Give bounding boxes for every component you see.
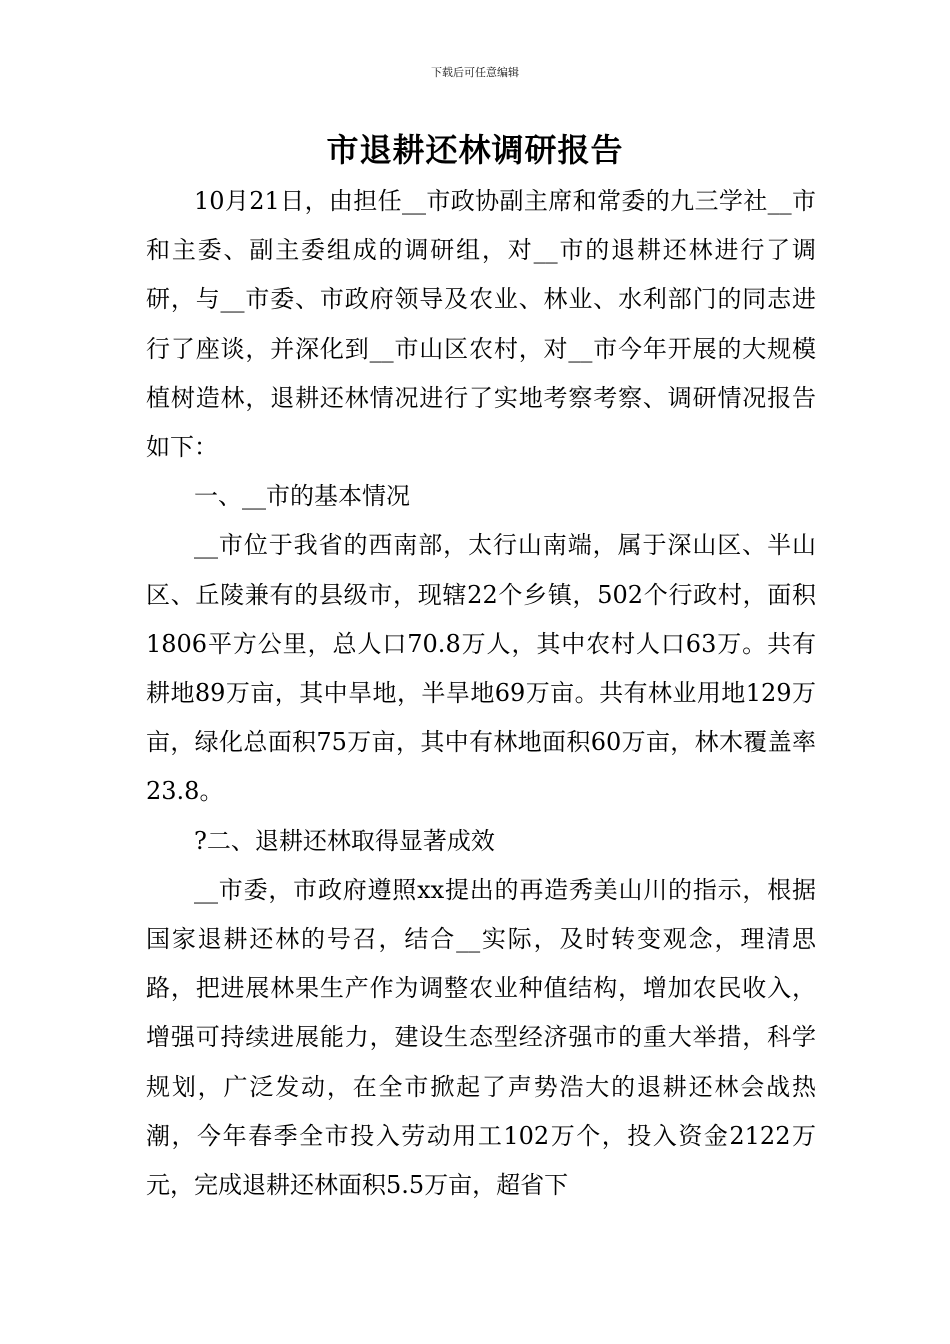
section-heading-achievements: ?二、退耕还林取得显著成效: [194, 826, 495, 855]
paragraph-basic-info: __市位于我省的西南部，太行山南端，属于深山区、半山区、丘陵兼有的县级市，现辖22个乡镇，502个行政村，面积1806平方公里，总人口70.8万人，其中农村人口63万。共有耕地89万亩，其中旱地，半旱地69万亩。共有林业用地129万亩，绿化总面积75万亩，其中有林地面积60万亩，林木覆盖率23.8。: [146, 531, 816, 806]
section-heading-basic-info: 一、__市的基本情况: [194, 482, 410, 511]
paragraph-achievements: __市委，市政府遵照xx提出的再造秀美山川的指示，根据国家退耕还林的号召，结合__实际，及时转变观念，理清思路，把进展林果生产作为调整农业种值结构，增加农民收入，增强可持续进展能力，建设生态型经济强市的重大举措，科学规划，广泛发动，在全市掀起了声势浩大的退耕还林会战热潮，今年春季全市投入劳动用工102万个，投入资金2122万元，完成退耕还林面积5.5万亩，超省下: [146, 875, 816, 1200]
document-title: 市退耕还林调研报告: [326, 131, 624, 169]
header-note: 下载后可任意编辑: [431, 66, 519, 79]
document-body: [146, 177, 816, 1210]
paragraph-intro: 10月21日，由担任__市政协副主席和常委的九三学社__市和主委、副主委组成的调研组，对__市的退耕还林进行了调研，与__市委、市政府领导及农业、林业、水利部门的同志进行了座谈，并深化到__市山区农村，对__市今年开展的大规模植树造林，退耕还林情况进行了实地考察考察、调研情况报告如下：: [146, 187, 816, 462]
